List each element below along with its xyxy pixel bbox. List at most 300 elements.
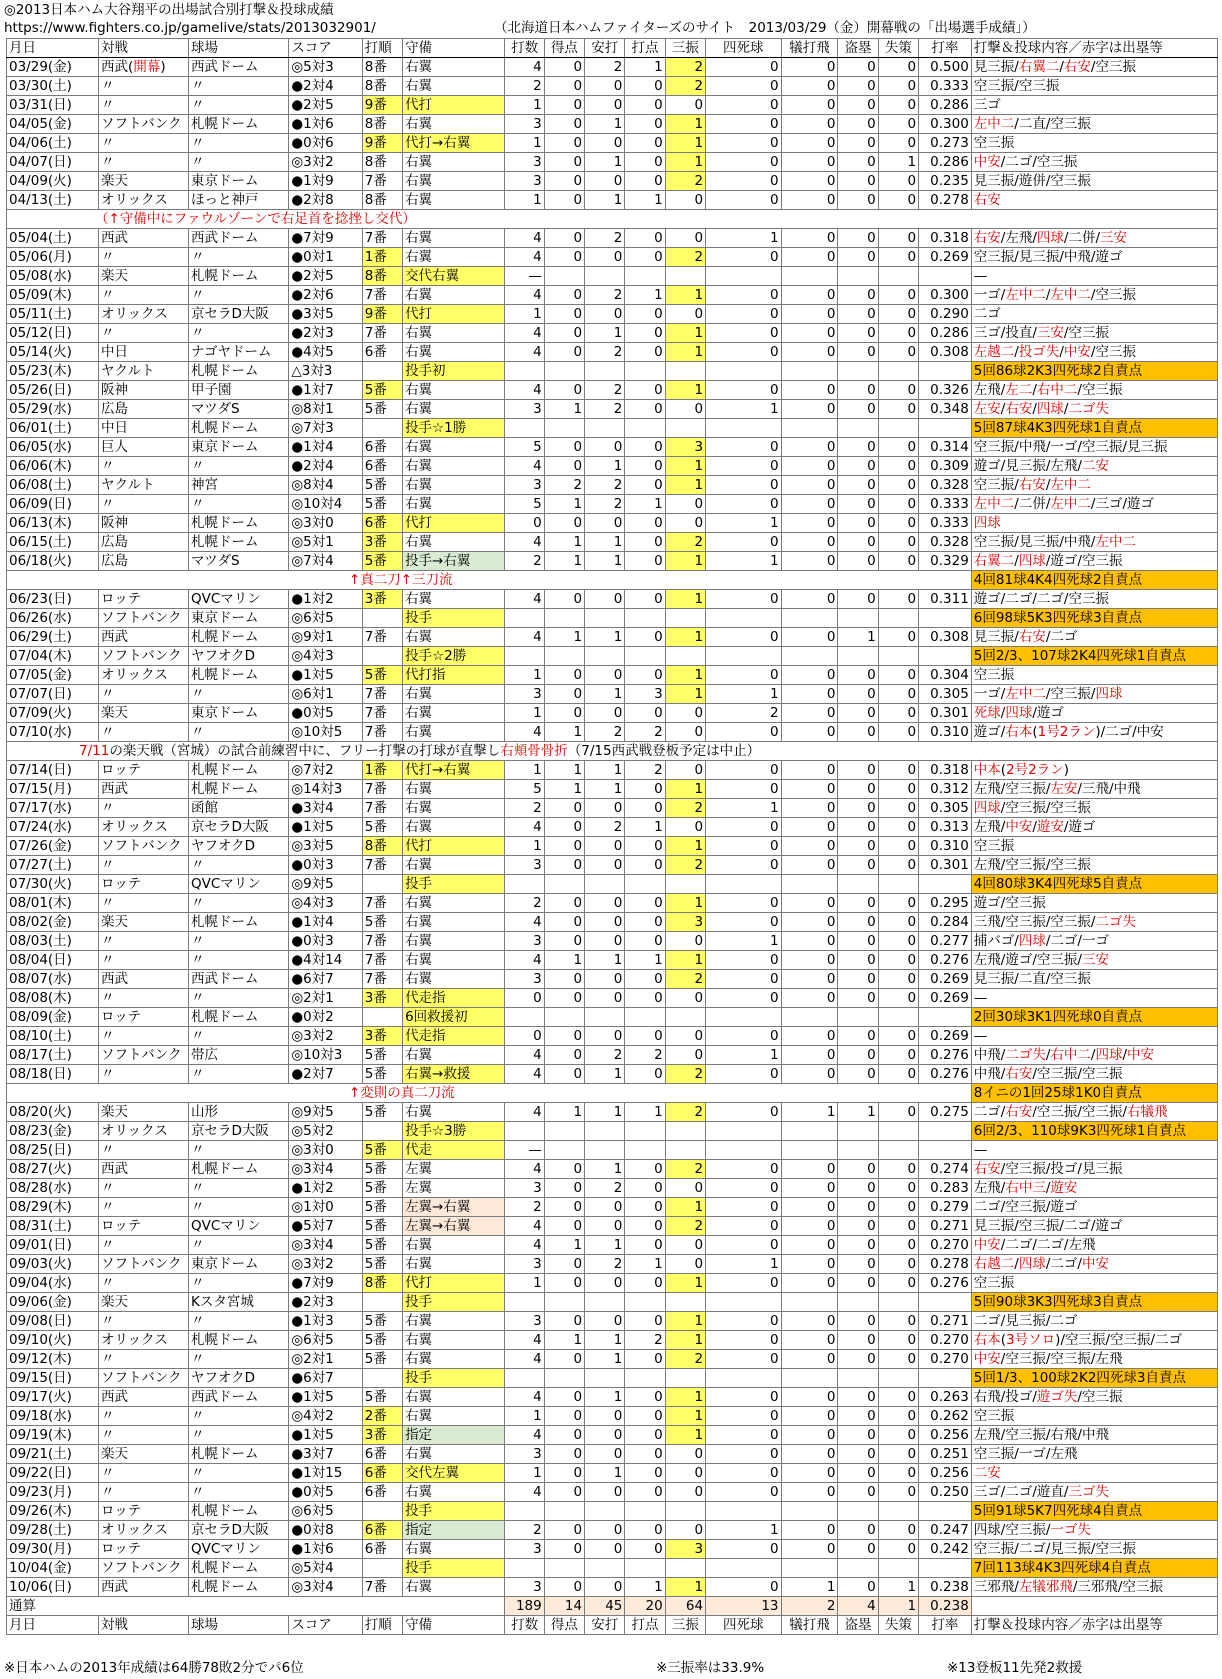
cell-hits: 0	[585, 913, 625, 932]
column-header-score: スコア	[289, 39, 362, 58]
game-row	[7, 134, 1218, 153]
cell-sb: 0	[838, 438, 878, 457]
cell-order	[362, 647, 402, 666]
cell-sac: 0	[781, 96, 838, 115]
cell-date: 07/04(木)	[7, 647, 99, 666]
cell-opponent: ソフトバンク	[99, 1369, 189, 1388]
cell-score: ◎9対1	[289, 628, 362, 647]
cell-rbi: 1	[625, 1103, 665, 1122]
detail-segment: /空三振	[1090, 343, 1136, 360]
cell-sb: 0	[838, 1274, 878, 1293]
cell-err: 0	[878, 476, 918, 495]
detail-segment: 右安	[973, 229, 1001, 246]
cell-detail: 左飛/空三振/右飛/中飛	[971, 1426, 1217, 1445]
cell-detail	[971, 533, 1217, 552]
cell-stadium: QVCマリン	[189, 1217, 289, 1236]
cell-sb	[838, 1008, 878, 1027]
detail-segment: 四球/空三振/	[973, 1521, 1051, 1538]
note-segment: 7/11	[79, 742, 110, 759]
totals-row	[7, 1597, 1218, 1616]
cell-sac: 0	[781, 1483, 838, 1502]
cell-runs: 1	[544, 628, 584, 647]
cell-runs	[544, 362, 584, 381]
cell-detail	[971, 799, 1217, 818]
cell-so: 0	[665, 989, 705, 1008]
cell-bb: 0	[706, 533, 781, 552]
cell-date: 07/17(水)	[7, 799, 99, 818]
cell-score: ●6対7	[289, 1369, 362, 1388]
cell-sb: 0	[838, 1445, 878, 1464]
cell-sb: 0	[838, 989, 878, 1008]
cell-order	[362, 1122, 402, 1141]
cell-rbi: 2	[625, 1331, 665, 1350]
cell-stadium: 〃	[189, 1426, 289, 1445]
cell-rbi: 0	[625, 134, 665, 153]
cell-date: 06/06(木)	[7, 457, 99, 476]
cell-so: 0	[665, 495, 705, 514]
cell-avg: 0.274	[919, 1160, 972, 1179]
cell-sac: 0	[781, 666, 838, 685]
cell-detail	[971, 58, 1217, 77]
cell-sb	[838, 419, 878, 438]
cell-score: ●4対14	[289, 951, 362, 970]
cell-date: 09/08(日)	[7, 1312, 99, 1331]
detail-segment: 二安	[1081, 457, 1109, 474]
detail-segment: 遊ゴ/	[973, 723, 1006, 740]
cell-avg: 0.242	[919, 1540, 972, 1559]
cell-opponent: オリックス	[99, 1331, 189, 1350]
detail-segment: 右本	[973, 1331, 1001, 1348]
cell-avg: 0.313	[919, 818, 972, 837]
cell-detail: 三ゴ	[971, 96, 1217, 115]
cell-stadium: 札幌ドーム	[189, 362, 289, 381]
cell-bb: 1	[706, 685, 781, 704]
cell-ab	[505, 1122, 544, 1141]
cell-avg: 0.333	[919, 77, 972, 96]
cell-stadium: ヤフオクD	[189, 837, 289, 856]
game-row	[7, 419, 1218, 438]
cell-runs: 0	[544, 1065, 584, 1084]
cell-runs: 0	[544, 1350, 584, 1369]
cell-hits: 0	[585, 1198, 625, 1217]
cell-opponent: 〃	[99, 77, 189, 96]
detail-segment: 左犠邪飛	[1018, 1578, 1073, 1595]
cell-runs: 0	[544, 1274, 584, 1293]
cell-err: 0	[878, 666, 918, 685]
cell-detail: 空三振	[971, 666, 1217, 685]
cell-ab: 4	[505, 533, 544, 552]
cell-detail: 5回91球5K7四死球4自責点	[971, 1502, 1217, 1521]
cell-sac: 0	[781, 533, 838, 552]
cell-err: 0	[878, 590, 918, 609]
cell-sac: 0	[781, 1179, 838, 1198]
cell-opponent: オリックス	[99, 191, 189, 210]
cell-avg: 0.290	[919, 305, 972, 324]
cell-stadium: 札幌ドーム	[189, 267, 289, 286]
cell-hits: 1	[585, 1331, 625, 1350]
cell-opponent: 〃	[99, 324, 189, 343]
cell-bb: 1	[706, 1046, 781, 1065]
cell-avg: 0.256	[919, 1426, 972, 1445]
cell-so: 0	[665, 818, 705, 837]
cell-avg	[919, 1559, 972, 1578]
cell-so: 0	[665, 229, 705, 248]
cell-hits	[585, 1122, 625, 1141]
cell-date: 09/21(土)	[7, 1445, 99, 1464]
game-row	[7, 1369, 1218, 1388]
cell-stadium: 〃	[189, 1464, 289, 1483]
detail-segment: 中飛/	[973, 1065, 1006, 1082]
cell-position: 右翼	[403, 951, 505, 970]
cell-stadium: 札幌ドーム	[189, 780, 289, 799]
cell-stadium: 甲子園	[189, 381, 289, 400]
detail-segment: 四球	[1036, 400, 1064, 417]
detail-segment: 右安	[1005, 1103, 1033, 1120]
cell-opponent: オリックス	[99, 1521, 189, 1540]
cell-sb: 0	[838, 1426, 878, 1445]
cell-stadium: 札幌ドーム	[189, 115, 289, 134]
cell-detail	[971, 476, 1217, 495]
cell-detail: 遊ゴ/空三振	[971, 894, 1217, 913]
cell-runs: 0	[544, 153, 584, 172]
cell-bb: 0	[706, 77, 781, 96]
cell-rbi: 0	[625, 837, 665, 856]
cell-sac: 0	[781, 1160, 838, 1179]
cell-position: 右翼	[403, 970, 505, 989]
detail-segment: 右安	[1005, 400, 1033, 417]
cell-date: 08/02(金)	[7, 913, 99, 932]
cell-opponent: ソフトバンク	[99, 115, 189, 134]
cell-rbi: 0	[625, 1065, 665, 1084]
cell-runs	[544, 647, 584, 666]
detail-segment: /	[1032, 818, 1037, 835]
detail-segment: /空三振	[1090, 286, 1136, 303]
cell-rbi: 2	[625, 723, 665, 742]
cell-so: 0	[665, 1464, 705, 1483]
cell-position: 投手初	[403, 362, 505, 381]
game-row	[7, 723, 1218, 742]
cell-order: 9番	[362, 305, 402, 324]
cell-score: ●2対4	[289, 457, 362, 476]
cell-err: 0	[878, 77, 918, 96]
cell-opponent: ロッテ	[99, 1008, 189, 1027]
cell-sb: 0	[838, 913, 878, 932]
cell-score: ◎3対2	[289, 1027, 362, 1046]
cell-rbi: 1	[625, 191, 665, 210]
detail-segment: 3号ソロ	[1006, 1331, 1056, 1348]
cell-hits: 2	[585, 381, 625, 400]
cell-position: 右翼	[403, 913, 505, 932]
cell-err	[878, 1502, 918, 1521]
cell-so: 1	[665, 1578, 705, 1597]
detail-segment: )/二ゴ/中安	[1095, 723, 1164, 740]
cell-bb	[706, 1502, 781, 1521]
column-header-ab: 打数	[505, 1616, 544, 1635]
detail-segment: /	[1032, 381, 1037, 398]
cell-stadium: 西武ドーム	[189, 58, 289, 77]
cell-opponent: オリックス	[99, 818, 189, 837]
cell-rbi: 0	[625, 1445, 665, 1464]
cell-order: 7番	[362, 685, 402, 704]
cell-bb: 0	[706, 457, 781, 476]
cell-detail: —	[971, 989, 1217, 1008]
cell-avg: 0.308	[919, 628, 972, 647]
detail-segment: /	[1000, 704, 1006, 721]
cell-score: ●0対5	[289, 704, 362, 723]
game-row	[7, 191, 1218, 210]
cell-avg	[919, 419, 972, 438]
note-segment: の楽天戦（宮城）の試合前練習中に、フリー打撃の打球が直撃し	[109, 742, 501, 759]
cell-order: 3番	[362, 1426, 402, 1445]
cell-avg: 0.333	[919, 514, 972, 533]
cell-so: 1	[665, 1331, 705, 1350]
cell-score: ◎6対5	[289, 1331, 362, 1350]
detail-segment: 左中二	[1050, 495, 1091, 512]
cell-runs: 0	[544, 134, 584, 153]
cell-order	[362, 362, 402, 381]
game-row	[7, 590, 1218, 609]
cell-rbi: 1	[625, 1255, 665, 1274]
detail-segment: /二直/空三振	[1014, 115, 1091, 132]
cell-position: 左翼→右翼	[403, 1198, 505, 1217]
cell-hits: 0	[585, 1274, 625, 1293]
detail-segment: /空三振/空三振	[1000, 799, 1091, 816]
cell-sac: 0	[781, 856, 838, 875]
cell-position: 投手☆2勝	[403, 647, 505, 666]
cell-avg: 0.326	[919, 381, 972, 400]
cell-date: 09/10(火)	[7, 1331, 99, 1350]
cell-date: 06/29(土)	[7, 628, 99, 647]
cell-ab: 4	[505, 58, 544, 77]
cell-err: 0	[878, 457, 918, 476]
cell-avg: 0.314	[919, 438, 972, 457]
cell-avg: 0.275	[919, 1103, 972, 1122]
cell-rbi: 0	[625, 1426, 665, 1445]
cell-date: 10/04(金)	[7, 1559, 99, 1578]
cell-opponent: 〃	[99, 1198, 189, 1217]
cell-position: 交代左翼	[403, 1464, 505, 1483]
cell-detail	[971, 1331, 1217, 1350]
cell-position: 右翼	[403, 324, 505, 343]
cell-order: 3番	[362, 989, 402, 1008]
cell-hits: 1	[585, 191, 625, 210]
column-header-rbi: 打点	[625, 39, 665, 58]
cell-opponent: ソフトバンク	[99, 647, 189, 666]
cell-position: 右翼	[403, 1046, 505, 1065]
cell-avg: 0.269	[919, 248, 972, 267]
cell-runs: 0	[544, 704, 584, 723]
cell-err	[878, 1369, 918, 1388]
cell-date: 09/28(土)	[7, 1521, 99, 1540]
cell-err: 0	[878, 1521, 918, 1540]
game-row	[7, 1046, 1218, 1065]
cell-runs: 0	[544, 1445, 584, 1464]
note-text	[7, 210, 1218, 229]
cell-err: 0	[878, 381, 918, 400]
game-row	[7, 1540, 1218, 1559]
cell-score: ◎3対0	[289, 514, 362, 533]
cell-avg: 0.278	[919, 1255, 972, 1274]
cell-position: 代打	[403, 305, 505, 324]
cell-date: 05/12(日)	[7, 324, 99, 343]
cell-rbi: 0	[625, 1483, 665, 1502]
cell-sac	[781, 1008, 838, 1027]
cell-position: 右翼	[403, 495, 505, 514]
cell-so	[665, 1369, 705, 1388]
cell-err: 0	[878, 723, 918, 742]
cell-runs: 0	[544, 1483, 584, 1502]
cell-detail	[971, 723, 1217, 742]
cell-runs	[544, 875, 584, 894]
sheet-title: ◎2013日本ハム大谷翔平の出場試合別打撃＆投球成績	[4, 2, 334, 18]
cell-order: 8番	[362, 1274, 402, 1293]
cell-ab	[505, 1502, 544, 1521]
cell-opponent: ロッテ	[99, 590, 189, 609]
cell-order: 5番	[362, 1312, 402, 1331]
cell-bb: 0	[706, 1464, 781, 1483]
game-row	[7, 362, 1218, 381]
cell-avg: 0.318	[919, 229, 972, 248]
cell-ab: 2	[505, 552, 544, 571]
cell-hits: 2	[585, 229, 625, 248]
cell-ab: 2	[505, 799, 544, 818]
cell-opponent: 中日	[99, 343, 189, 362]
game-row	[7, 552, 1218, 571]
cell-score: ◎5対1	[289, 533, 362, 552]
cell-ab: 4	[505, 343, 544, 362]
cell-ab: 1	[505, 305, 544, 324]
cell-opponent: 〃	[99, 1407, 189, 1426]
cell-bb: 0	[706, 115, 781, 134]
detail-segment: /	[1059, 58, 1064, 75]
cell-bb: 0	[706, 134, 781, 153]
detail-segment: 右飛/投ゴ/	[973, 1388, 1037, 1405]
detail-segment: /二併/	[1063, 229, 1101, 246]
cell-rbi: 0	[625, 229, 665, 248]
totals-sb: 4	[838, 1597, 878, 1616]
cell-avg: 0.286	[919, 153, 972, 172]
cell-sac: 0	[781, 1065, 838, 1084]
cell-bb: 0	[706, 761, 781, 780]
cell-ab	[505, 1293, 544, 1312]
cell-detail: 空三振	[971, 1407, 1217, 1426]
cell-stadium: QVCマリン	[189, 590, 289, 609]
detail-segment: 右中三	[1005, 1179, 1046, 1196]
cell-ab	[505, 875, 544, 894]
cell-err: 0	[878, 96, 918, 115]
detail-segment: 左飛/空三振/	[973, 780, 1051, 797]
cell-stadium: 〃	[189, 723, 289, 742]
cell-ab: 4	[505, 590, 544, 609]
cell-sb: 0	[838, 856, 878, 875]
cell-sac: 0	[781, 970, 838, 989]
detail-segment: /遊ゴ	[1063, 818, 1096, 835]
cell-hits	[585, 1559, 625, 1578]
cell-detail: 4回81球4K4四死球2自責点	[971, 571, 1217, 590]
cell-opponent: オリックス	[99, 1122, 189, 1141]
cell-rbi: 0	[625, 77, 665, 96]
cell-stadium: 京セラD大阪	[189, 818, 289, 837]
cell-sb	[838, 1293, 878, 1312]
column-header-sb: 盗塁	[838, 1616, 878, 1635]
cell-sb	[838, 267, 878, 286]
cell-detail: 空三振/一ゴ/左飛	[971, 1445, 1217, 1464]
cell-sb: 0	[838, 1350, 878, 1369]
cell-avg: 0.328	[919, 533, 972, 552]
cell-sac: 0	[781, 704, 838, 723]
game-row	[7, 1008, 1218, 1027]
cell-score: ●0対1	[289, 248, 362, 267]
header-row	[7, 39, 1218, 58]
detail-segment: /二ゴ/空三振	[1000, 153, 1078, 170]
detail-segment: /三飛/中飛	[1077, 780, 1141, 797]
cell-runs	[544, 1008, 584, 1027]
cell-rbi: 0	[625, 400, 665, 419]
cell-bb: 0	[706, 1445, 781, 1464]
cell-ab: 4	[505, 286, 544, 305]
cell-rbi: 0	[625, 1350, 665, 1369]
cell-ab: 4	[505, 1217, 544, 1236]
cell-runs	[544, 267, 584, 286]
cell-detail: 遊ゴ/二ゴ/二ゴ/空三振	[971, 590, 1217, 609]
annotation-row	[7, 571, 1218, 590]
detail-segment: /	[1014, 343, 1019, 360]
column-header-sb: 盗塁	[838, 39, 878, 58]
cell-detail: —	[971, 1141, 1217, 1160]
cell-date: 04/13(土)	[7, 191, 99, 210]
cell-rbi	[625, 1008, 665, 1027]
detail-segment: 左越二	[973, 343, 1015, 360]
cell-hits: 0	[585, 856, 625, 875]
cell-sac	[781, 875, 838, 894]
cell-hits: 1	[585, 1236, 625, 1255]
cell-detail	[971, 1103, 1217, 1122]
cell-rbi: 0	[625, 153, 665, 172]
detail-segment: /二ゴ/	[1045, 1255, 1082, 1272]
cell-hits: 1	[585, 1065, 625, 1084]
detail-segment: 死球	[973, 704, 1001, 721]
cell-err: 0	[878, 495, 918, 514]
cell-sac: 0	[781, 1521, 838, 1540]
cell-sb: 0	[838, 1540, 878, 1559]
cell-detail: —	[971, 267, 1217, 286]
cell-sb: 0	[838, 77, 878, 96]
cell-date: 06/23(日)	[7, 590, 99, 609]
cell-position: 右翼	[403, 191, 505, 210]
cell-bb: 0	[706, 780, 781, 799]
detail-segment: 二ゴ失	[1068, 400, 1109, 417]
cell-date: 07/15(月)	[7, 780, 99, 799]
cell-err	[878, 1141, 918, 1160]
cell-sb	[838, 647, 878, 666]
cell-runs: 0	[544, 932, 584, 951]
cell-err: 1	[878, 153, 918, 172]
cell-score: ●0対6	[289, 134, 362, 153]
cell-date: 05/29(水)	[7, 400, 99, 419]
cell-avg: 0.269	[919, 1027, 972, 1046]
cell-date: 07/27(土)	[7, 856, 99, 875]
cell-sb: 0	[838, 1521, 878, 1540]
game-row	[7, 343, 1218, 362]
cell-rbi: 2	[625, 761, 665, 780]
cell-so: 3	[665, 1540, 705, 1559]
cell-bb: 0	[706, 343, 781, 362]
cell-date: 08/23(金)	[7, 1122, 99, 1141]
cell-sb: 0	[838, 1217, 878, 1236]
cell-position: 投手	[403, 1502, 505, 1521]
game-row	[7, 609, 1218, 628]
cell-opponent: 〃	[99, 134, 189, 153]
